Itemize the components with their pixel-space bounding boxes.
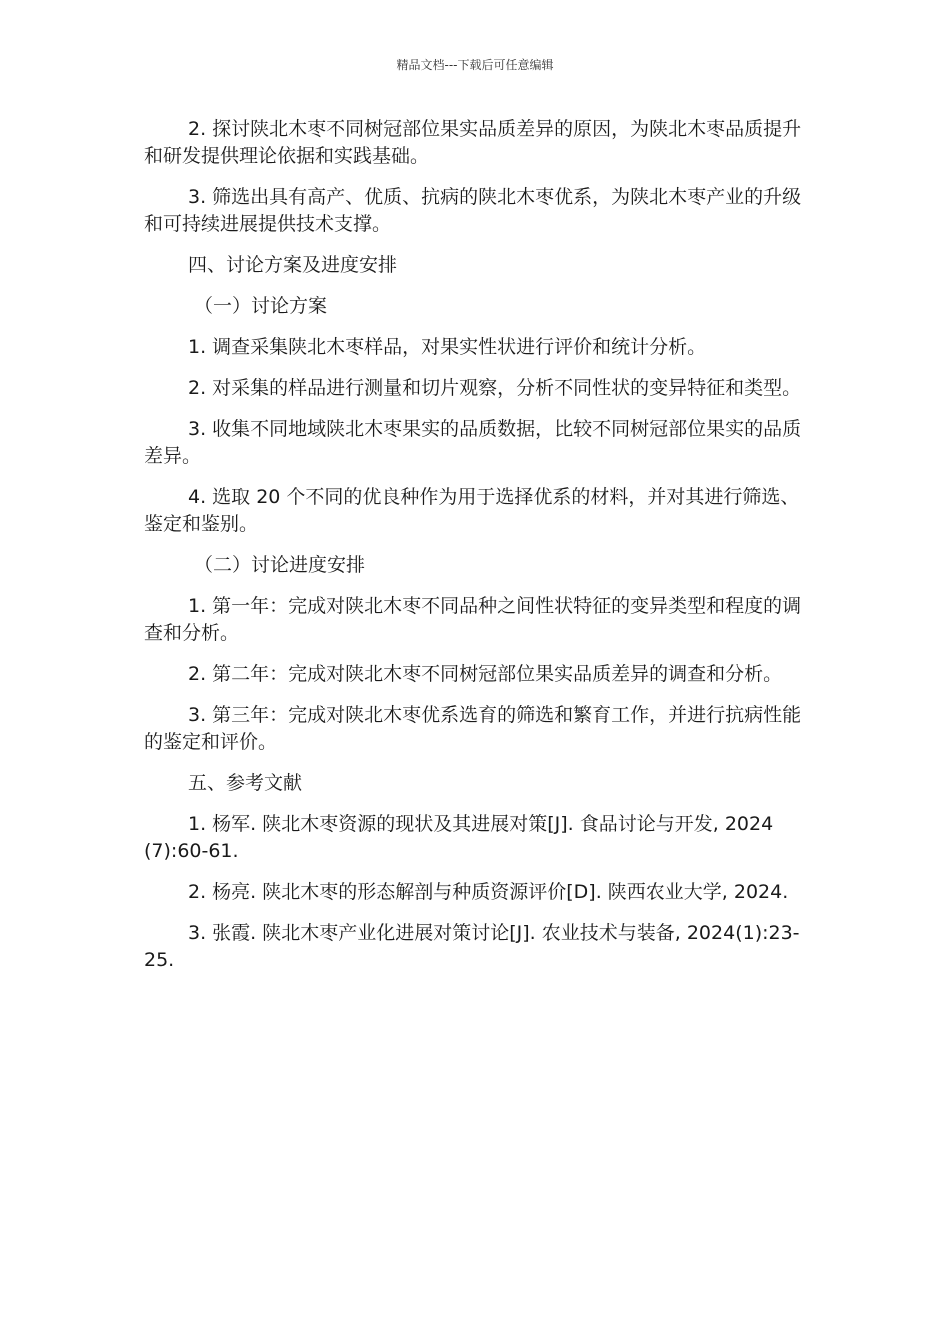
schedule-item-3: 3. 第三年：完成对陕北木枣优系选育的筛选和繁育工作，并进行抗病性能的鉴定和评价。 bbox=[144, 704, 802, 753]
reference-item-3: 3. 张霞. 陕北木枣产业化进展对策讨论[J]. 农业技术与装备, 2024(1):23-25. bbox=[144, 922, 800, 971]
objective-item-3: 3. 筛选出具有高产、优质、抗病的陕北木枣优系，为陕北木枣产业的升级和可持续进展提供技术支撑。 bbox=[144, 186, 802, 235]
objective-item-2: 2. 探讨陕北木枣不同树冠部位果实品质差异的原因，为陕北木枣品质提升和研发提供理论依据和实践基础。 bbox=[144, 118, 802, 167]
plan-item-4: 4. 选取 20 个不同的优良种作为用于选择优系的材料，并对其进行筛选、鉴定和鉴别。 bbox=[144, 486, 800, 535]
section-heading-4: 四、讨论方案及进度安排 bbox=[188, 254, 398, 276]
document-body bbox=[144, 116, 802, 988]
page-header: 精品文档---下载后可任意编辑 bbox=[396, 58, 554, 72]
subsection-heading-schedule: （二）讨论进度安排 bbox=[194, 554, 366, 576]
schedule-item-1: 1. 第一年：完成对陕北木枣不同品种之间性状特征的变异类型和程度的调查和分析。 bbox=[144, 595, 802, 644]
plan-item-2: 2. 对采集的样品进行测量和切片观察，分析不同性状的变异特征和类型。 bbox=[188, 377, 802, 399]
plan-item-3: 3. 收集不同地域陕北木枣果实的品质数据，比较不同树冠部位果实的品质差异。 bbox=[144, 418, 802, 467]
reference-item-1: 1. 杨军. 陕北木枣资源的现状及其进展对策[J]. 食品讨论与开发, 2024(7):60-61. bbox=[144, 813, 774, 862]
plan-item-1: 1. 调查采集陕北木枣样品，对果实性状进行评价和统计分析。 bbox=[188, 336, 707, 358]
schedule-item-2: 2. 第二年：完成对陕北木枣不同树冠部位果实品质差异的调查和分析。 bbox=[188, 663, 783, 685]
reference-item-2: 2. 杨亮. 陕北木枣的形态解剖与种质资源评价[D]. 陕西农业大学, 2024. bbox=[188, 881, 789, 903]
subsection-heading-plan: （一）讨论方案 bbox=[194, 295, 328, 317]
section-heading-5: 五、参考文献 bbox=[188, 772, 303, 794]
